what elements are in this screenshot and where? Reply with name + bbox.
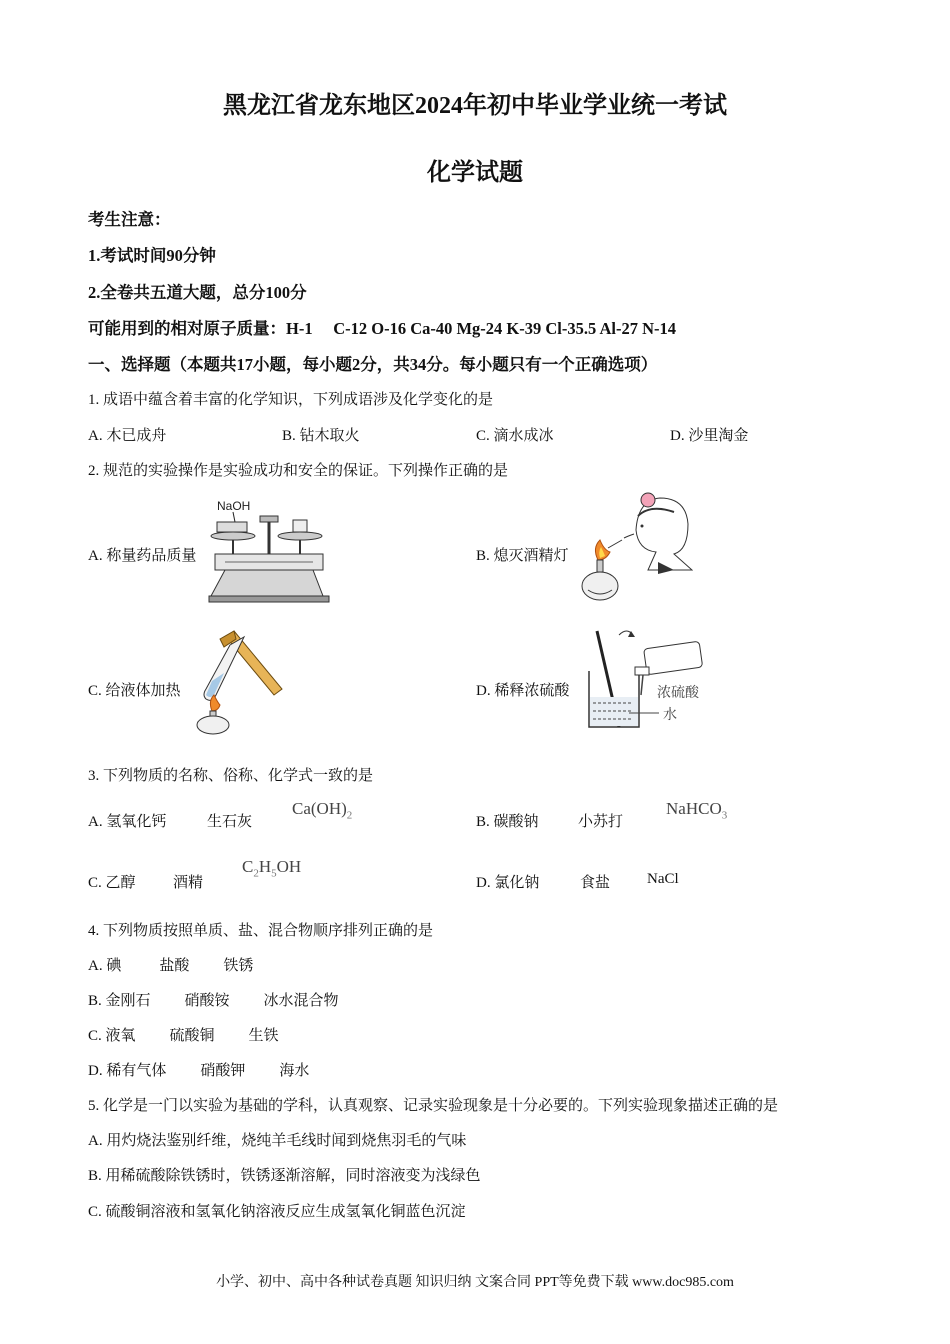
naoh-label: NaOH <box>217 499 251 513</box>
q3-d-name: D. 氯化钠 <box>476 875 540 891</box>
q3-d-formula: NaCl <box>647 871 679 887</box>
dilute-acid-figure <box>583 627 713 731</box>
q3-b-name: B. 碳酸钠 <box>476 814 539 830</box>
heat-liquid-figure <box>190 625 290 735</box>
q1-option-c: C. 滴水成冰 <box>476 428 554 444</box>
q4-stem: 4. 下列物质按照单质、盐、混合物顺序排列正确的是 <box>88 923 434 939</box>
q5-option-b: B. 用稀硫酸除铁锈时，铁锈逐渐溶解，同时溶液变为浅绿色 <box>88 1168 481 1184</box>
exam-title: 黑龙江省龙东地区2024年初中毕业学业统一考试 <box>223 93 727 119</box>
q4-option-c: C. 液氧 硫酸铜 生铁 <box>88 1028 279 1044</box>
q3-stem: 3. 下列物质的名称、俗称、化学式一致的是 <box>88 768 374 784</box>
q1-option-d: D. 沙里淘金 <box>670 428 749 444</box>
atomic-masses: 可能用到的相对原子质量：H-1 C-12 O-16 Ca-40 Mg-24 K-39 Cl-35.5 Al-27 N-14 <box>88 319 676 338</box>
q2-option-b: B. 熄灭酒精灯 <box>476 548 569 564</box>
q1-option-a: A. 木已成舟 <box>88 428 167 444</box>
q2-option-c: C. 给液体加热 <box>88 683 181 699</box>
q3-c-name: C. 乙醇 <box>88 875 136 891</box>
water-label: 水 <box>663 706 677 722</box>
q4-option-b: B. 金刚石 硝酸铵 冰水混合物 <box>88 993 339 1009</box>
q3-b-formula: NaHCO$_3$ <box>666 799 728 822</box>
q2-option-a: A. 称量药品质量 <box>88 548 197 564</box>
q4-option-a: A. 碘 盐酸 铁锈 <box>88 958 254 974</box>
conc-acid-label: 浓硫酸 <box>657 684 699 700</box>
q3-b-common: 小苏打 <box>578 814 624 830</box>
q3-a-name: A. 氢氧化钙 <box>88 814 167 830</box>
section-heading: 一、选择题（本题共17小题，每小题2分，共34分。每小题只有一个正确选项） <box>88 355 658 374</box>
notes-score: 2.全卷共五道大题，总分100分 <box>88 283 307 302</box>
notes-time: 1.考试时间90分钟 <box>88 246 216 265</box>
blow-out-lamp-figure <box>578 490 693 602</box>
notes-heading: 考生注意： <box>88 210 171 229</box>
q5-option-a: A. 用灼烧法鉴别纤维，烧纯羊毛线时闻到烧焦羽毛的气味 <box>88 1133 467 1149</box>
q5-stem: 5. 化学是一门以实验为基础的学科，认真观察、记录实验现象是十分必要的。下列实验现象描述正确的是 <box>88 1098 779 1114</box>
q4-option-d: D. 稀有气体 硝酸钾 海水 <box>88 1063 310 1079</box>
q1-option-b: B. 钻木取火 <box>282 428 360 444</box>
balance-figure <box>205 496 333 604</box>
q3-c-common: 酒精 <box>173 875 204 891</box>
q1-stem: 1. 成语中蕴含着丰富的化学知识，下列成语涉及化学变化的是 <box>88 392 494 408</box>
q5-option-c: C. 硫酸铜溶液和氢氧化钠溶液反应生成氢氧化铜蓝色沉淀 <box>88 1204 466 1220</box>
q2-stem: 2. 规范的实验操作是实验成功和安全的保证。下列操作正确的是 <box>88 463 509 479</box>
q3-a-formula: $Ca(OH)_2$ <box>292 799 353 822</box>
q2-option-d: D. 稀释浓硫酸 <box>476 683 570 699</box>
q3-d-common: 食盐 <box>580 875 611 891</box>
exam-subtitle: 化学试题 <box>427 160 523 186</box>
q3-c-formula: $C_2H_5OH$ <box>242 857 302 880</box>
page-footer: 小学、初中、高中各种试卷真题 知识归纳 文案合同 PPT等免费下载 www.doc985.com <box>216 1275 734 1290</box>
q3-a-common: 生石灰 <box>207 814 253 830</box>
